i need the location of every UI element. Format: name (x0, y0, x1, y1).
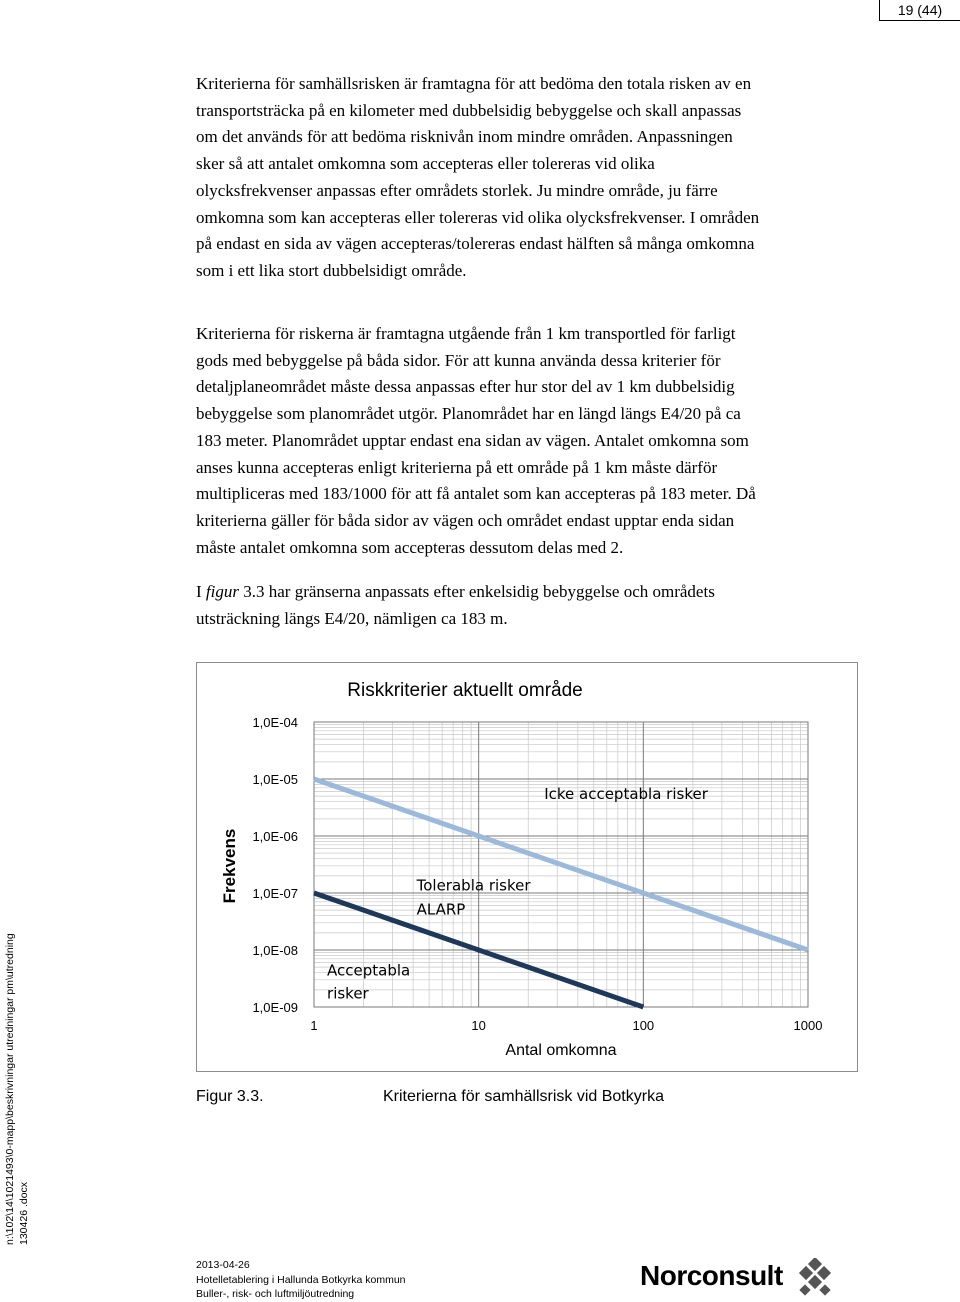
figure-caption: Kriterierna för samhällsrisk vid Botkyrka (383, 1088, 664, 1105)
text-fragment: 3.3 har gränserna anpassats efter enkelsidig bebyggelse och områdets (238, 582, 715, 601)
x-tick-label: 1 (310, 1018, 318, 1033)
norconsult-logo (640, 1258, 840, 1298)
x-tick-label: 10 (471, 1018, 486, 1033)
text-line: transportsträcka på en kilometer med dubbelsidig bebyggelse och skall anpassas (196, 100, 742, 120)
x-tick-label: 1000 (793, 1018, 823, 1033)
region-label: Icke acceptabla risker (544, 784, 708, 803)
region-label: Acceptabla (327, 961, 411, 980)
figure-reference: figur (205, 582, 239, 601)
text-line: Kriterierna för samhällsrisken är framtagna för att bedöma den totala risken av en (196, 74, 752, 93)
region-label: ALARP (416, 900, 466, 919)
x-tick-label: 100 (632, 1018, 655, 1033)
y-tick-label: 1,0E-04 (252, 715, 298, 730)
text-line: multipliceras med 183/1000 för att få antalet som kan accepteras på 183 meter. Då (196, 484, 756, 504)
text-line (196, 582, 715, 602)
text-line: måste antalet omkomna som accepteras dessutom delas med 2. (196, 537, 624, 557)
text-line: anses kunna accepteras enligt kriterierna på ett område på 1 km måste därför (196, 457, 718, 477)
text-line: olycksfrekvenser anpassas efter områdets storlek. Ju mindre område, ju färre (196, 180, 718, 200)
text-line: detaljplaneområdet måste dessa anpassas efter hur stor del av 1 km dubbelsidig (196, 377, 735, 397)
page-number: 19 (44) (879, 0, 960, 21)
region-label: Tolerabla risker (416, 876, 531, 895)
text-line: som i ett lika stort dubbelsidigt område. (196, 260, 467, 280)
text-line: omkomna som kan accepteras eller tolereras vid olika olycksfrekvenser. I områden (196, 207, 760, 227)
footer-project: Hotelletablering i Hallunda Botkyrka kommun (196, 1273, 406, 1286)
x-axis-label: Antal omkomna (505, 1042, 617, 1059)
text-line: gods med bebyggelse på båda sidor. För att kunna använda dessa kriterier för (196, 350, 721, 370)
text-line: 183 meter. Planområdet upptar endast ena sidan av vägen. Antalet omkomna som (196, 430, 749, 450)
y-tick-label: 1,0E-08 (252, 943, 298, 958)
document-path-line: n:\102\14\1021493\0-mapp\beskrivningar utredningar pm\utredning (4, 933, 16, 1245)
text-line: bebyggelse som planområdet utgör. Planområdet har en längd längs E4/20 på ca (196, 404, 741, 424)
footer (196, 1258, 406, 1302)
text-line: kriterierna gäller för båda sidor av vägen och området endast upptar enda sidan (196, 510, 735, 530)
footer-report: Buller-, risk- och luftmiljöutredning (196, 1288, 355, 1300)
text-fragment: I (196, 582, 206, 601)
figure-label: Figur 3.3. (196, 1088, 264, 1105)
text-line: sker så att antalet omkomna som accepteras eller tolereras vid olika (196, 154, 655, 174)
y-tick-label: 1,0E-07 (252, 886, 298, 901)
y-tick-label: 1,0E-09 (252, 1000, 298, 1015)
body-text (196, 0, 856, 660)
logo-diamond-icon (796, 1258, 836, 1298)
text-line: om det används för att bedöma risknivån inom mindre områden. Anpassningen (196, 127, 733, 147)
logo-text: Norconsult (640, 1260, 783, 1291)
document-path-line: 130426 .docx (18, 1181, 30, 1245)
text-line: utsträckning längs E4/20, nämligen ca 183 m. (196, 609, 508, 628)
y-axis-label: Frekvens (220, 828, 239, 904)
region-label: risker (327, 984, 369, 1003)
text-line: på endast en sida av vägen accepteras/tolereras endast hälften så många omkomna (196, 234, 755, 254)
document-path (3, 933, 31, 1245)
y-tick-label: 1,0E-05 (252, 772, 298, 787)
risk-chart (196, 662, 858, 1072)
text-line: Kriterierna för riskerna är framtagna utgående från 1 km transportled för farligt (196, 324, 736, 343)
chart-title: Riskkriterier aktuellt område (347, 680, 583, 701)
y-tick-label: 1,0E-06 (252, 829, 298, 844)
risk-chart-svg (196, 662, 858, 1072)
footer-date: 2013-04-26 (196, 1259, 250, 1271)
